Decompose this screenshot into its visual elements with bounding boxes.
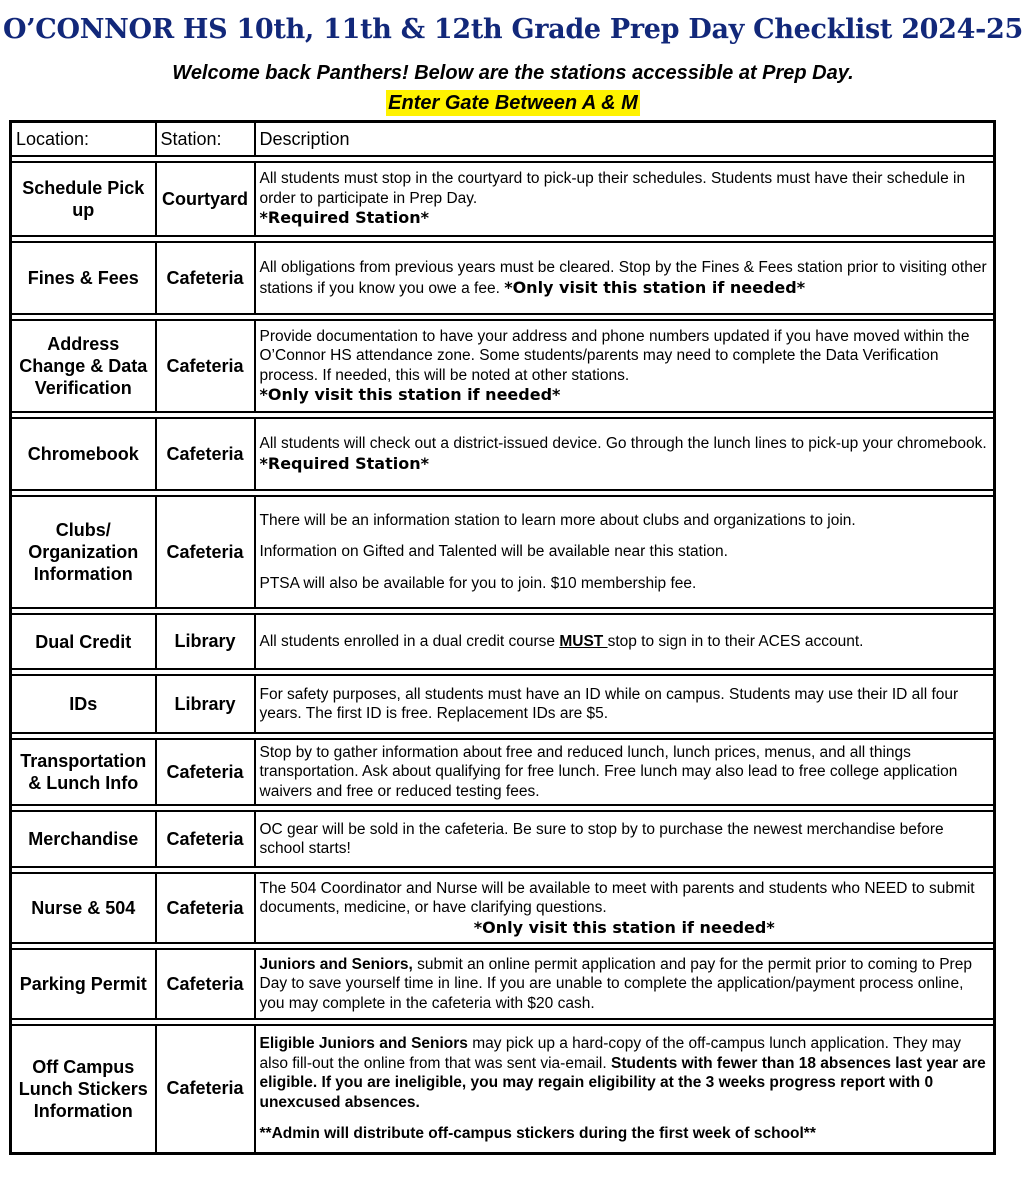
station-cell: Courtyard [156, 162, 255, 236]
description-text: All students will check out a district-issued device. Go through the lunch lines to pick-up your chromebook. [259, 435, 987, 452]
must-emphasis: MUST [559, 632, 608, 650]
table-row [11, 811, 995, 867]
station-cell: Cafeteria [156, 739, 255, 805]
station-cell: Cafeteria [156, 496, 255, 608]
conditional-note: *Only visit this station if needed* [473, 917, 775, 937]
gate-notice: Enter Gate Between A & M [388, 92, 638, 114]
description-cell [255, 320, 995, 412]
header-description: Description [255, 122, 995, 157]
location-cell: Chromebook [11, 418, 156, 490]
location-cell: Nurse & 504 [11, 873, 156, 943]
description-text: The 504 Coordinator and Nurse will be available to meet with parents and students who NEED to submit documents, medicine, or have clarifying questions. [259, 879, 975, 917]
table-row [11, 242, 995, 314]
page-title: O’CONNOR HS 10th, 11th & 12th Grade Prep Day Checklist 2024-25 [2, 14, 1024, 45]
station-cell: Cafeteria [156, 242, 255, 314]
station-cell: Cafeteria [156, 811, 255, 867]
description-cell: For safety purposes, all students must have an ID while on campus. Students may use their ID all four years. The first ID is free. Replacement IDs are $5. [255, 675, 995, 733]
description-text: may pick up a hard-copy of the off-campus lunch application. They may also fill-out the online from that was sent via-email. [259, 1035, 962, 1072]
location-cell: Transportation & Lunch Info [11, 739, 156, 805]
location-cell: Schedule Pick up [11, 162, 156, 236]
table-row [11, 614, 995, 669]
welcome-subtitle: Welcome back Panthers! Below are the stations accessible at Prep Day. [172, 62, 854, 84]
location-cell: Parking Permit [11, 949, 156, 1019]
admin-note: **Admin will distribute off-campus stickers during the first week of school** [259, 1125, 816, 1142]
conditional-note: *Only visit this station if needed* [259, 385, 561, 404]
header-station: Station: [156, 122, 255, 157]
description-text: Information on Gifted and Talented will be available near this station. [259, 543, 728, 561]
stations-table [9, 120, 996, 1155]
table-row [11, 418, 995, 490]
audience-bold: Eligible Juniors and Seniors [259, 1035, 468, 1052]
station-cell: Cafeteria [156, 873, 255, 943]
table-row [11, 675, 995, 733]
table-row [11, 320, 995, 412]
eligibility-bold: Students with fewer than 18 absences last year are eligible. If you are ineligible, you may regain eligibility at the 3 weeks progress report with 0 unexcused absences. [259, 1054, 986, 1111]
conditional-note: *Only visit this station if needed* [504, 277, 806, 297]
description-cell [255, 418, 995, 490]
description-text: There will be an information station to learn more about clubs and organizations to join. [259, 511, 856, 529]
audience-bold: Juniors and Seniors, [259, 955, 413, 973]
station-cell: Cafeteria [156, 418, 255, 490]
station-cell: Cafeteria [156, 949, 255, 1019]
location-cell: Merchandise [11, 811, 156, 867]
table-row [11, 873, 995, 943]
description-text: submit an online permit application and pay for the permit prior to coming to Prep Day to save yourself time in line. If you are unable to complete the application/payment process online, you may complete in the cafeteria with $20 cash. [259, 955, 972, 1012]
description-cell [255, 1025, 995, 1153]
table-row [11, 1025, 995, 1153]
table-row [11, 739, 995, 805]
location-cell: Dual Credit [11, 614, 156, 669]
header-location: Location: [11, 122, 156, 157]
required-note: *Required Station* [259, 453, 429, 473]
station-cell: Cafeteria [156, 320, 255, 412]
description-cell: OC gear will be sold in the cafeteria. Be sure to stop by to purchase the newest merchandise before school starts! [255, 811, 995, 867]
location-cell: IDs [11, 675, 156, 733]
description-cell [255, 162, 995, 236]
description-cell [255, 949, 995, 1019]
location-cell: Off Campus Lunch Stickers Information [11, 1025, 156, 1153]
location-cell: Clubs/ Organization Information [11, 496, 156, 608]
table-row [11, 949, 995, 1019]
description-text: All students must stop in the courtyard to pick-up their schedules. Students must have their schedule in order to participate in Prep Day. [259, 170, 966, 207]
station-cell: Library [156, 614, 255, 669]
description-cell [255, 242, 995, 314]
location-cell: Fines & Fees [11, 242, 156, 314]
description-text: PTSA will also be available for you to join. $10 membership fee. [259, 574, 697, 592]
description-cell [255, 873, 995, 943]
table-header-row [11, 122, 995, 157]
table-row [11, 496, 995, 608]
table-row [11, 162, 995, 236]
description-text: Provide documentation to have your address and phone numbers updated if you have moved within the O’Connor HS attendance zone. Some students/parents may need to complete the Data Verification process. If needed, this will be noted at other stations. [259, 327, 970, 384]
description-text: All obligations from previous years must be cleared. Stop by the Fines & Fees station prior to visiting other stations if you know you owe a fee. [259, 259, 987, 297]
location-cell: Address Change & Data Verification [11, 320, 156, 412]
required-note: *Required Station* [259, 208, 429, 228]
description-cell [255, 496, 995, 608]
station-cell: Cafeteria [156, 1025, 255, 1153]
station-cell: Library [156, 675, 255, 733]
description-text: All students enrolled in a dual credit course [259, 632, 560, 650]
description-cell [255, 614, 995, 669]
description-text: stop to sign in to their ACES account. [607, 632, 864, 650]
description-cell: Stop by to gather information about free and reduced lunch, lunch prices, menus, and all things transportation. Ask about qualifying for free lunch. Free lunch may also lead to free college application waivers and free or reduced testing fees. [255, 739, 995, 805]
